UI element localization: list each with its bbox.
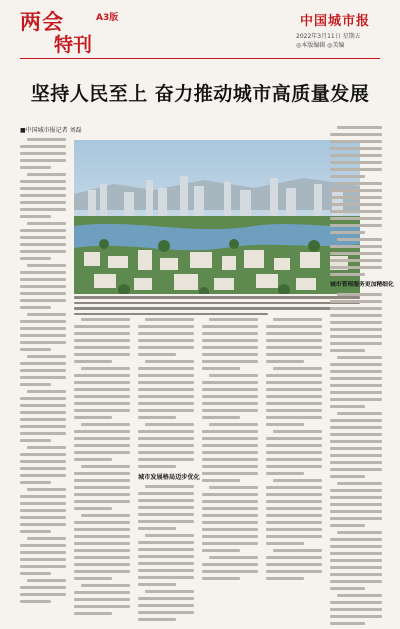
- issue-info: [296, 32, 396, 50]
- header-divider: [20, 58, 380, 59]
- article-column-1: [20, 126, 82, 607]
- body-text-placeholder: [74, 318, 130, 615]
- article-column-4: [202, 318, 258, 584]
- issue-date-line: 2022年3月11日 星期五: [296, 33, 361, 40]
- masthead: 中国城市报: [300, 14, 371, 29]
- body-text-placeholder: [202, 318, 258, 580]
- body-text-placeholder: [138, 318, 194, 468]
- page-headline: 坚持人民至上 奋力推动城市高质量发展: [30, 82, 370, 105]
- article-column-6: [330, 126, 394, 629]
- section-banner: [20, 10, 92, 56]
- photo-caption: [74, 296, 360, 318]
- article-column-5: [266, 318, 322, 584]
- caption-text-placeholder: [74, 296, 360, 315]
- body-text-placeholder: [266, 318, 322, 580]
- section-title: 两会: [20, 9, 64, 34]
- body-text-placeholder: [20, 138, 66, 603]
- issue-editor-line: ◎本版编辑 ◎美编: [296, 42, 345, 49]
- article-byline: ■中国城市报记者 刘磊: [20, 127, 82, 134]
- section-subtitle: 特刊: [54, 34, 93, 56]
- body-text-placeholder: [330, 293, 382, 625]
- city-aerial-photo: [74, 140, 360, 294]
- page-number-tag: A3版: [96, 13, 119, 23]
- body-text-placeholder: [138, 485, 194, 621]
- article-column-3: [138, 318, 200, 625]
- article-column-2: [74, 318, 130, 619]
- body-text-placeholder: [330, 126, 382, 276]
- section-subhead-1: 城市发展格局迈步优化: [138, 474, 200, 481]
- section-subhead-2: 城市管理服务更加精细化: [330, 282, 394, 288]
